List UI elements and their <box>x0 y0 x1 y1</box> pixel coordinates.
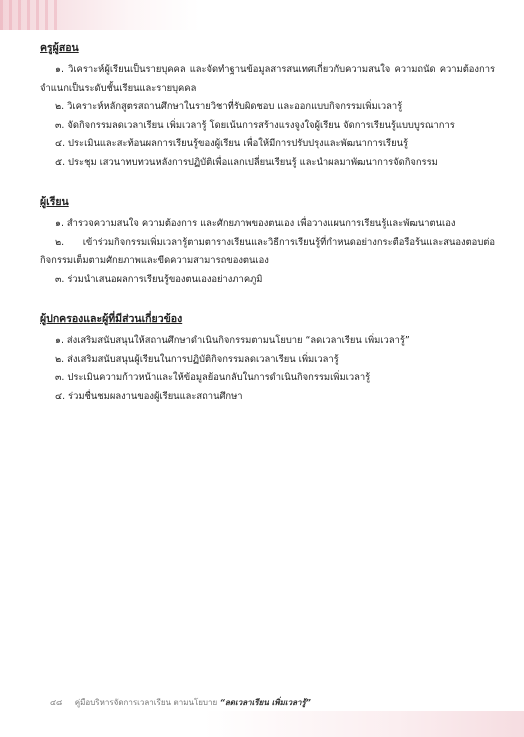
document-body <box>40 40 495 428</box>
page-footer <box>50 696 311 709</box>
list-item: ๒. วิเคราะห์หลักสูตรสถานศึกษาในรายวิชาที่รับผิดชอบ และออกแบบกิจกรรมเพิ่มเวลารู้ <box>55 101 403 112</box>
footer-title: “ลดเวลาเรียน เพิ่มเวลารู้” <box>219 698 311 707</box>
list-item: ๑. สำรวจความสนใจ ความต้องการ และศักยภาพของตนเอง เพื่อวางแผนการเรียนรู้และพัฒนาตนเอง <box>55 218 456 229</box>
corner-decoration-top <box>0 0 200 30</box>
page-number: ๔๘ <box>50 698 63 707</box>
section-teacher <box>40 40 495 172</box>
list-item: ๑. วิเคราะห์ผู้เรียนเป็นรายบุคคล และจัดทำฐานข้อมูลสารสนเทศเกี่ยวกับความสนใจ ความถนัด ความต้องการ จำแนกเป็นระดับชั้นเรียนและรายบุคคล <box>40 64 495 94</box>
section-heading: ผู้เรียน <box>40 196 69 208</box>
list-item: ๓. ประเมินความก้าวหน้าและให้ข้อมูลย้อนกลับในการดำเนินกิจกรรมเพิ่มเวลารู้ <box>55 372 371 383</box>
list-item: ๒. ส่งเสริมสนับสนุนผู้เรียนในการปฏิบัติกิจกรรมลดเวลาเรียน เพิ่มเวลารู้ <box>55 353 339 365</box>
section-student <box>40 194 495 289</box>
list-item: ๔. ร่วมชื่นชมผลงานของผู้เรียนและสถานศึกษา <box>55 390 243 402</box>
list-item: ๒. เข้าร่วมกิจกรรมเพิ่มเวลารู้ตามตารางเรียนและวิธีการเรียนรู้ที่กำหนดอย่างกระตือรือร้นและสนองตอบต่อกิจกรรมเต็มตามศักยภาพและขีดความสามารถของตนเอง <box>40 236 495 266</box>
list-item: ๓. ร่วมนำเสนอผลการเรียนรู้ของตนเองอย่างภาคภูมิ <box>55 273 263 285</box>
footer-text: คู่มือบริหารจัดการเวลาเรียน ตามนโยบาย <box>74 698 218 707</box>
section-heading: ผู้ปกครองและผู้ที่มีส่วนเกี่ยวข้อง <box>40 313 183 325</box>
list-item: ๔. ประเมินและสะท้อนผลการเรียนรู้ของผู้เรียน เพื่อให้มีการปรับปรุงและพัฒนาการเรียนรู้ <box>55 138 409 149</box>
list-item: ๑. ส่งเสริมสนับสนุนให้สถานศึกษาดำเนินกิจกรรมตามนโยบาย “ลดเวลาเรียน เพิ่มเวลารู้” <box>55 335 410 346</box>
list-item: ๕. ประชุม เสวนาทบทวนหลังการปฏิบัติเพื่อแลกเปลี่ยนเรียนรู้ และนำผลมาพัฒนาการจัดกิจกรรม <box>55 156 438 168</box>
list-item: ๓. จัดกิจกรรมลดเวลาเรียน เพิ่มเวลารู้ โดยเน้นการสร้างแรงจูงใจผู้เรียน จัดการเรียนรู้แบบบูรณาการ <box>55 119 455 131</box>
section-parents <box>40 311 495 406</box>
section-heading: ครูผู้สอน <box>40 42 79 54</box>
corner-decoration-bottom <box>204 711 524 737</box>
